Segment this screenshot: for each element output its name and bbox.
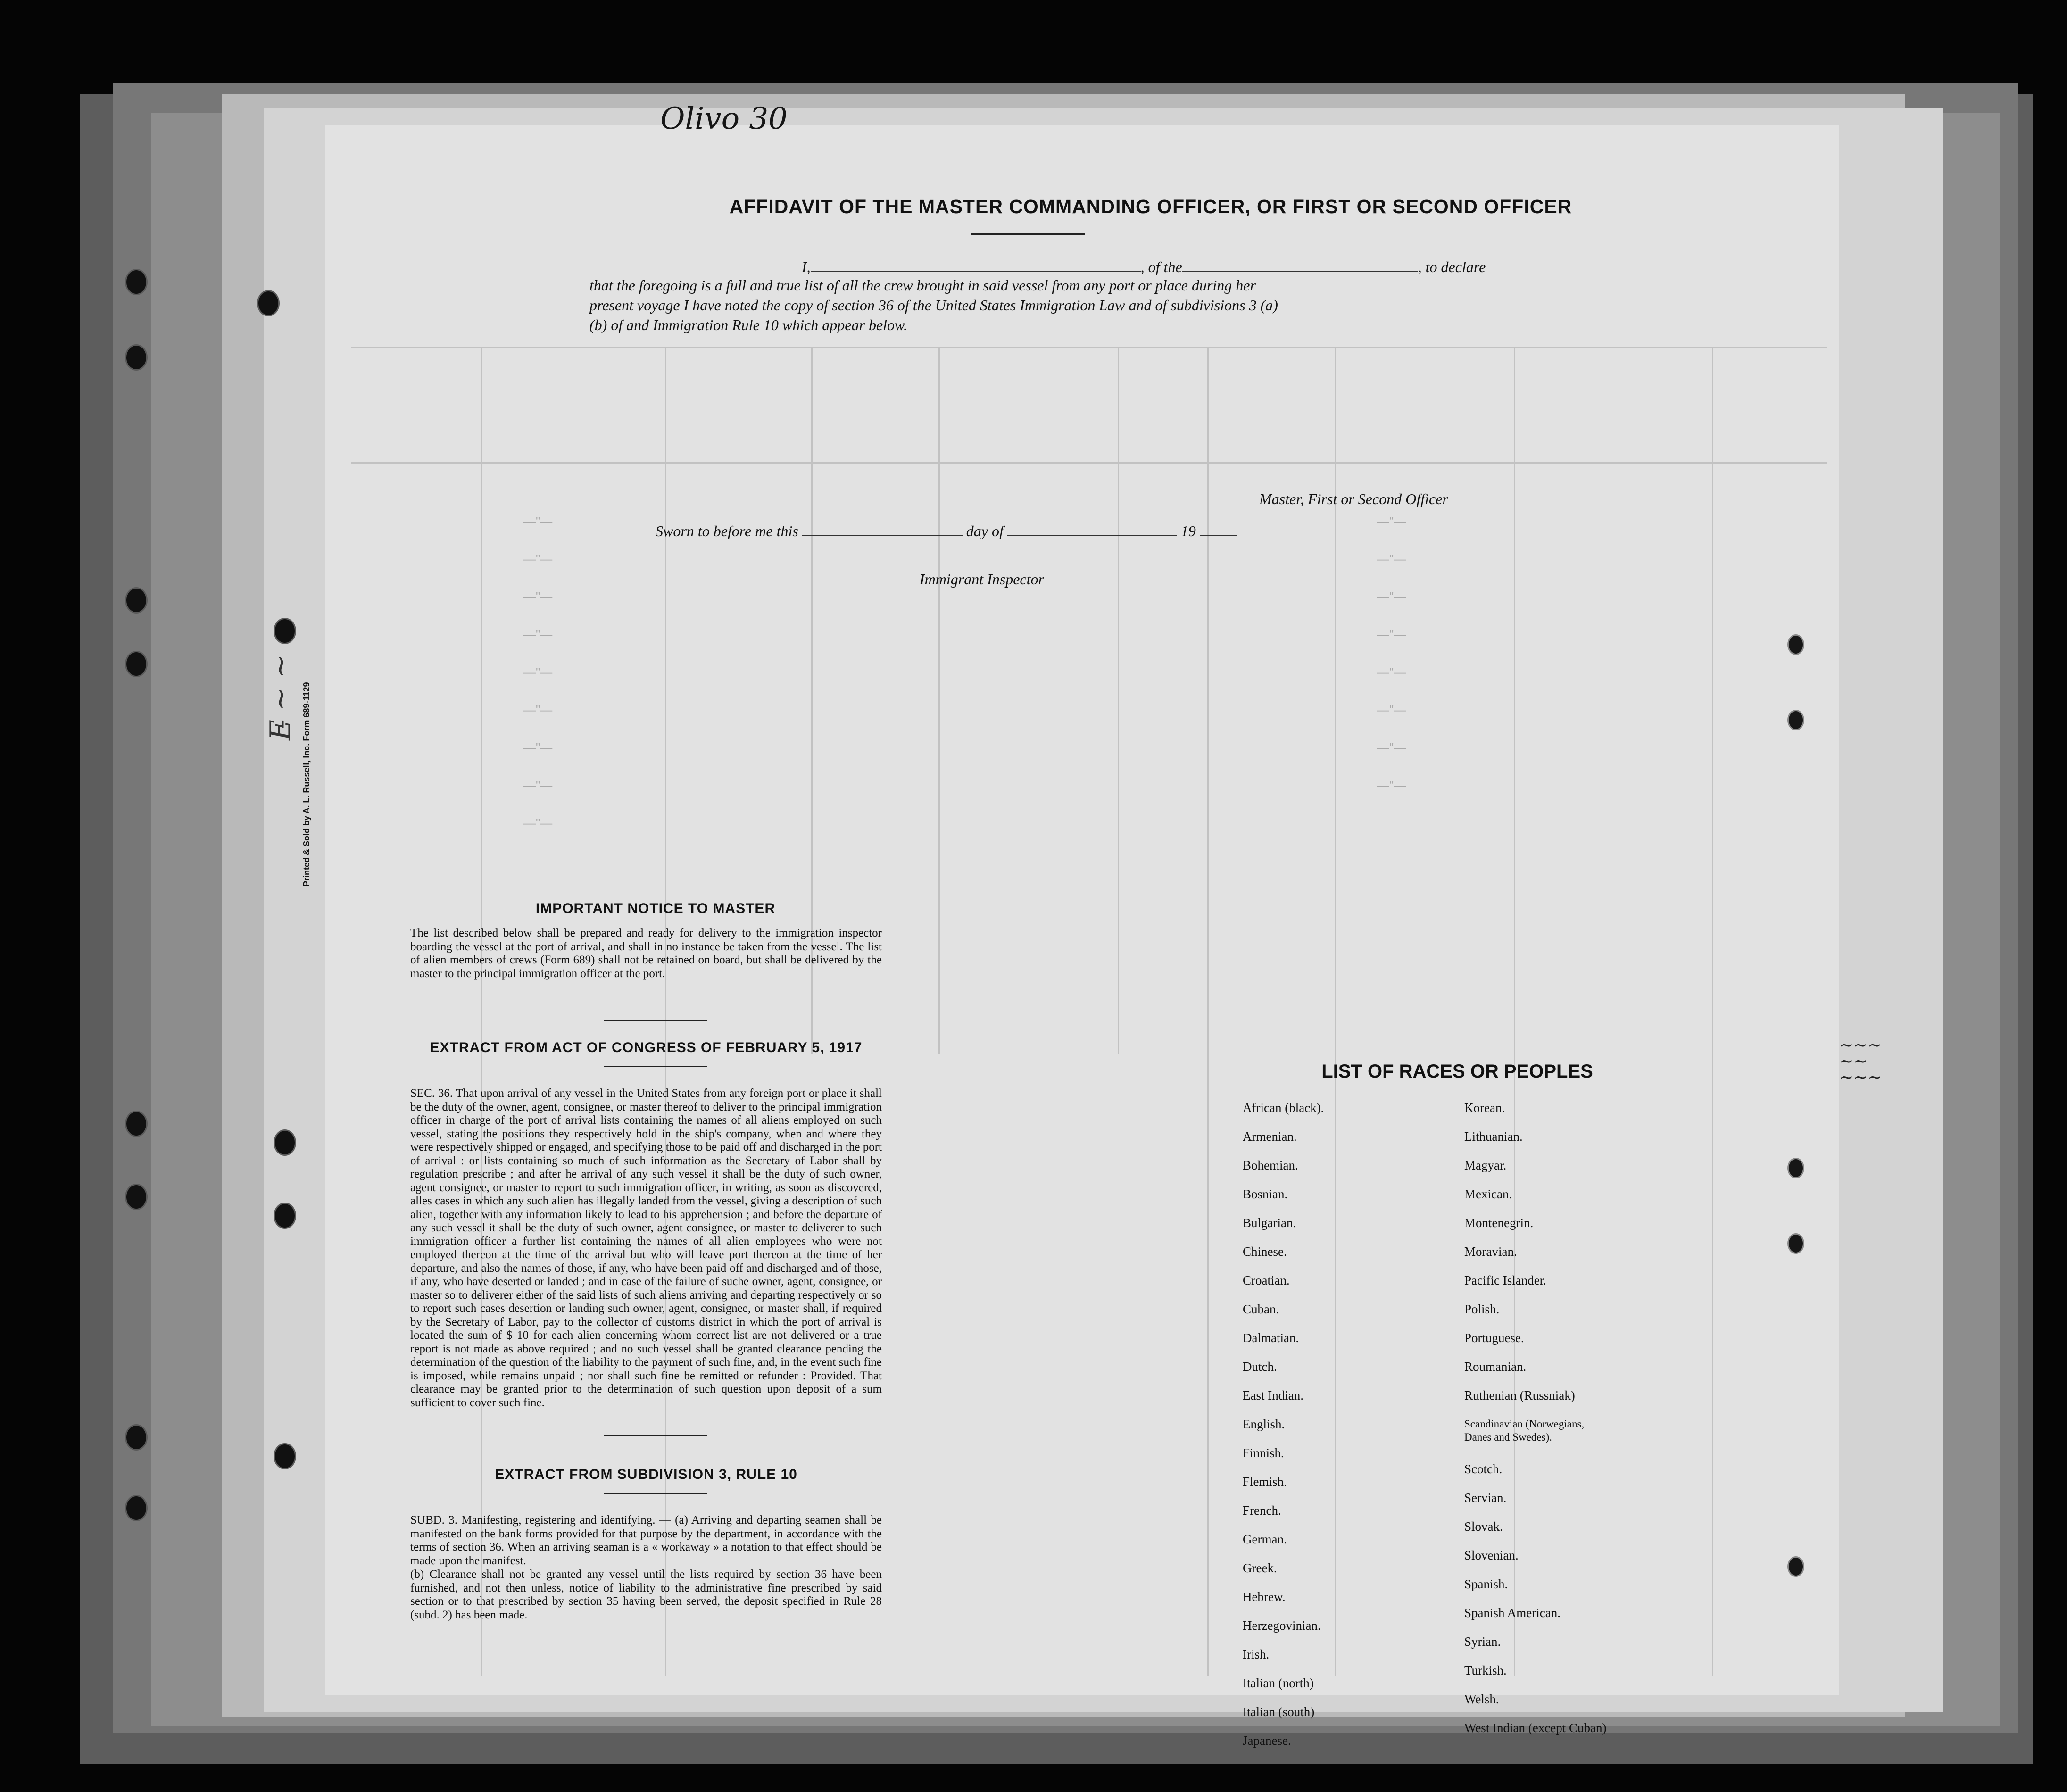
ghost-column-rule: [1118, 347, 1119, 1054]
master-signature-label: Master, First or Second Officer: [1259, 490, 1448, 507]
act-heading: EXTRACT FROM ACT OF CONGRESS OF FEBRUARY 5, 1917: [430, 1040, 863, 1055]
sworn-text: Sworn to before me this: [656, 523, 798, 539]
race-item: Syrian.: [1464, 1634, 1501, 1649]
race-item: Flemish.: [1243, 1475, 1287, 1489]
punch-hole: [274, 618, 296, 644]
race-item: Turkish.: [1464, 1663, 1507, 1677]
affidavit-line-4: (b) of and Immigration Rule 10 which appear below.: [589, 316, 907, 333]
punch-hole: [1787, 1556, 1804, 1577]
race-item: Slovak.: [1464, 1519, 1503, 1534]
punch-hole: [125, 1111, 148, 1137]
ghost-column-rule: [1712, 347, 1713, 1676]
sworn-month-blank[interactable]: [1007, 521, 1177, 536]
race-item: Dalmatian.: [1243, 1331, 1299, 1345]
race-item: Scandinavian (Norwegians, Danes and Swedes).: [1464, 1418, 1585, 1443]
race-item: Hebrew.: [1243, 1590, 1286, 1604]
margin-handwriting: ~~~ ~~ ~~~: [1839, 1036, 1882, 1087]
punch-hole: [1787, 710, 1804, 730]
race-item: Mexican.: [1464, 1187, 1512, 1201]
race-item: Magyar.: [1464, 1158, 1507, 1172]
punch-hole: [125, 1424, 148, 1451]
ghost-bleed-through: —"— —"— —"— —"— —"— —"— —"— —"—: [1377, 514, 1406, 792]
race-item: Japanese.: [1243, 1734, 1291, 1748]
affidavit-page: [325, 101, 1839, 1748]
race-item: Italian (north): [1243, 1676, 1314, 1690]
race-item: Bosnian.: [1243, 1187, 1288, 1201]
race-item: Dutch.: [1243, 1360, 1277, 1374]
race-item: Irish.: [1243, 1647, 1270, 1661]
notice-text: The list described below shall be prepared and ready for delivery to the immigration inspector boarding the vessel at the port of arrival, and shall in no instance be taken from the vessel. The list of alien members of crews (Form 689) shall not be retained on board, but shall be delivered by the master to the principal immigration officer at the port.: [410, 927, 882, 980]
race-item: Spanish.: [1464, 1577, 1508, 1591]
race-item: Spanish American.: [1464, 1606, 1561, 1620]
punch-hole: [274, 1443, 296, 1469]
margin-handwriting: E̵ ~ ~: [264, 654, 297, 740]
ghost-bleed-through: —"— —"— —"— —"— —"— —"— —"— —"— —"—: [523, 514, 553, 830]
act-rule: [604, 1066, 707, 1067]
punch-hole: [125, 1184, 148, 1210]
race-item: Armenian.: [1243, 1129, 1297, 1144]
race-item: Servian.: [1464, 1491, 1507, 1505]
race-item: Bulgarian.: [1243, 1216, 1296, 1230]
punch-hole: [1787, 1158, 1804, 1178]
race-item: Ruthenian (Russniak): [1464, 1388, 1575, 1402]
affidavit-line-3: present voyage I have noted the copy of section 36 of the United States Immigration Law and of subdivisions 3 (a): [589, 297, 1278, 314]
notice-heading: IMPORTANT NOTICE TO MASTER: [535, 901, 776, 916]
vessel-blank[interactable]: [1182, 257, 1418, 272]
affidavit-of-text: , of the: [1140, 258, 1182, 275]
races-column-2: [1464, 1101, 1710, 1750]
punch-hole: [1787, 634, 1804, 655]
year-prefix: 19: [1180, 523, 1196, 539]
race-item: Herzegovinian.: [1243, 1618, 1321, 1633]
punch-hole: [125, 587, 148, 614]
punch-hole: [1787, 1233, 1804, 1254]
rule-rule: [604, 1493, 707, 1494]
rule-text-a: SUBD. 3. Manifesting, registering and identifying. — (a) Arriving and departing seamen shall be manifested on the bank forms provided for that purpose by the department, in accordance with the terms of section 36. When an arriving seaman is a « workaway » a notation to that effect should be made upon the manifest.: [410, 1514, 882, 1567]
sworn-line: [656, 521, 1237, 540]
race-item: Korean.: [1464, 1101, 1505, 1115]
race-item: Portuguese.: [1464, 1331, 1524, 1345]
sworn-year-blank[interactable]: [1200, 521, 1237, 536]
rule-heading: EXTRACT FROM SUBDIVISION 3, RULE 10: [495, 1467, 797, 1482]
affidavit-line-1: [802, 257, 1792, 276]
ghost-table-border: [351, 462, 1827, 464]
punch-hole: [125, 1495, 148, 1521]
race-item: Moravian.: [1464, 1244, 1517, 1259]
punch-hole: [125, 651, 148, 677]
race-item: English.: [1243, 1417, 1285, 1431]
sworn-day-blank[interactable]: [802, 521, 963, 536]
race-item: Italian (south): [1243, 1705, 1315, 1719]
race-item: Slovenian.: [1464, 1548, 1519, 1562]
race-item: French.: [1243, 1503, 1281, 1518]
ghost-column-rule: [1207, 347, 1209, 1676]
affidavit-pronoun: I,: [802, 258, 811, 275]
race-item: German.: [1243, 1532, 1287, 1546]
race-item: Roumanian.: [1464, 1360, 1527, 1374]
punch-hole: [274, 1129, 296, 1156]
race-item: Welsh.: [1464, 1692, 1499, 1706]
race-item: Scotch.: [1464, 1462, 1503, 1476]
race-item: Lithuanian.: [1464, 1129, 1523, 1144]
punch-hole: [125, 344, 148, 371]
race-item: Cuban.: [1243, 1302, 1279, 1316]
printer-imprint: Printed & Sold by A. L. Russell, Inc. Form 689-1129: [302, 682, 311, 887]
races-title: LIST OF RACES OR PEOPLES: [1321, 1061, 1593, 1082]
races-column-1: [1243, 1101, 1450, 1763]
race-item: East Indian.: [1243, 1388, 1303, 1402]
day-of-text: day of: [966, 523, 1004, 539]
race-item: West Indian (except Cuban): [1464, 1721, 1607, 1735]
race-item: African (black).: [1243, 1101, 1324, 1115]
name-blank[interactable]: [811, 257, 1141, 272]
inspector-signature-label: Immigrant Inspector: [920, 571, 1044, 588]
race-item: Bohemian.: [1243, 1158, 1298, 1172]
act-end-rule: [604, 1435, 707, 1436]
race-item: Chinese.: [1243, 1244, 1287, 1259]
title-rule: [971, 233, 1085, 235]
punch-hole: [257, 290, 280, 316]
race-item: Finnish.: [1243, 1446, 1284, 1460]
race-item: Montenegrin.: [1464, 1216, 1534, 1230]
race-item: Pacific Islander.: [1464, 1273, 1546, 1287]
race-item: Greek.: [1243, 1561, 1277, 1575]
race-item: Polish.: [1464, 1302, 1500, 1316]
punch-hole: [274, 1203, 296, 1229]
affidavit-line-2: that the foregoing is a full and true list of all the crew brought in said vessel from any port or place during her: [589, 277, 1256, 294]
notice-rule: [604, 1020, 707, 1021]
punch-hole: [125, 269, 148, 295]
act-text: SEC. 36. That upon arrival of any vessel in the United States from any foreign port or place it shall be the duty of the owner, agent, consignee, or master thereof to deliver to the principal immigration officer in charge of the port of arrival lists containing the names of all aliens employed on such vessel, stating the positions they respectively hold in the ship's company, when and where they were respectively shipped or engaged, and specifying those to be paid off and discharged in the port of arrival : or lists containing so much of such information as the Secretary of Labor shall by regulation prescribe ; and after he arrival of any such vessel it shall be the duty of such owner, agent consignee, or master to report to such immigration officer, in writing, as soon as discovered, alles cases in which any such alien has illegally landed from the vessel, giving a description of such alien, together with any information likely to lead to his apprehension ; and before the departure of any such vessel it shall be the duty of such owner, agent consignee, or master to deliverer to such immigration officer a further list containing the names of all alien employees who were not employed thereon at the time of the arrival but who will leave port thereon at the time of her departure, and also the names of those, if any, who have been paid off and discharged and of those, if any, who have deserted or landed ; and in case of the failure of suche owner, agent, consignee, or master so to deliverer either of the said lists of such aliens arriving and departing respectively or so to report such cases desertion or landing such owner, agent, consignee, or master shall, if required by the Secretary of Labor, pay to the collector of customs district in which the port of arrival is located the sum of $ 10 for each alien concerning whom correct list are not delivered or a true report is not made as above required ; and no such vessel shall be granted clearance pending the determination of the question of the liability to the payment of such fine, and, in the event such fine is imposed, while remains unpaid ; nor shall such fine be remitted or refunder : Provided. That clearance may be granted prior to the determination of such question upon deposit of a sum sufficient to cover such fine.: [410, 1087, 882, 1409]
handwritten-note: Olivo 30: [660, 101, 788, 136]
ghost-column-rule: [938, 347, 940, 1054]
affidavit-declare-text: , to declare: [1418, 258, 1486, 275]
ghost-table-border: [351, 347, 1827, 348]
affidavit-title: AFFIDAVIT OF THE MASTER COMMANDING OFFICER, OR FIRST OR SECOND OFFICER: [729, 196, 1572, 217]
race-item: Croatian.: [1243, 1273, 1290, 1287]
rule-text-b: (b) Clearance shall not be granted any vessel until the lists required by section 36 have been furnished, and not then unless, notice of liability to the administrative fine prescribed by said section or to that prescribed by section 35 having been served, the deposit specified in Rule 28 (subd. 2) has been made.: [410, 1568, 882, 1621]
